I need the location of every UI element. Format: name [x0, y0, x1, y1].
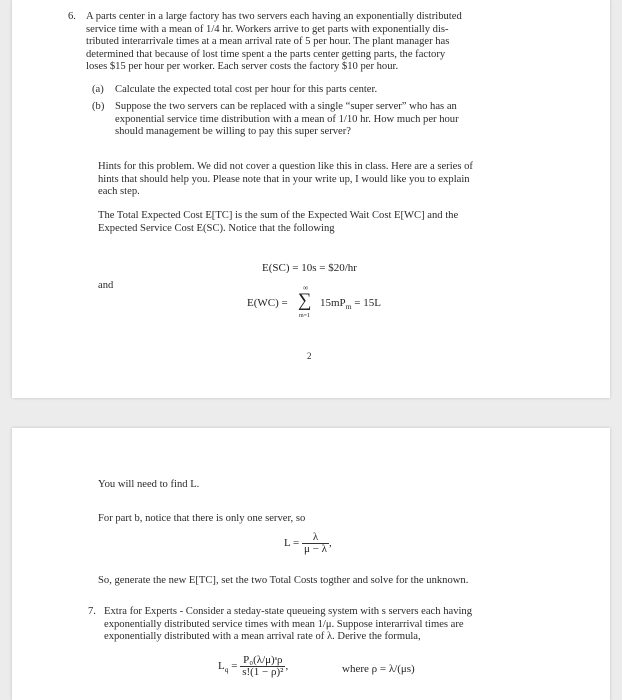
- and-label: and: [98, 280, 114, 291]
- question-6-number: 6.: [68, 11, 76, 22]
- L-numerator: λ: [302, 532, 329, 544]
- L-comma: ,: [328, 537, 332, 550]
- part-b-line-3: should management be willing to pay this super server?: [115, 126, 351, 137]
- Lq-sub: q: [224, 665, 229, 675]
- wc-result: = 15L: [351, 297, 381, 309]
- q6-line-2: service time with a mean of 1/4 hr. Workers arrive to get parts with exponentially dis-: [86, 23, 449, 35]
- part-a-label: (a): [92, 84, 104, 95]
- page-2: [12, 428, 610, 700]
- Lq-fraction: [240, 655, 285, 678]
- equation-service-cost: E(SC) = 10s = $20/hr: [262, 262, 357, 274]
- Lq-numerator: P₀(λ/μ)ˢρ: [240, 655, 285, 667]
- q7-line-3: exponentially distributed with a mean arrival rate of λ. Derive the formula,: [104, 631, 421, 642]
- hints-line-3: each step.: [98, 186, 140, 197]
- part-a-text: Calculate the expected total cost per hour for this parts center.: [115, 84, 378, 95]
- wc-rhs: [320, 297, 381, 311]
- wc-lhs: E(WC) =: [247, 297, 288, 309]
- Lq-lhs: L: [218, 660, 225, 673]
- Lq-comma: ,: [285, 660, 289, 673]
- equation-L: [284, 532, 332, 555]
- L-fraction: [302, 532, 329, 555]
- part-b-label: (b): [92, 101, 105, 112]
- page-number: 2: [307, 351, 312, 361]
- total-cost-paragraph: [98, 210, 558, 235]
- hints-line-1: Hints for this problem. We did not cover a question like this in class. Here are a series of: [98, 161, 473, 172]
- question-6-text: [86, 11, 558, 74]
- total-line-2: Expected Service Cost E(SC). Notice that the following: [98, 222, 335, 234]
- question-7-number: 7.: [88, 606, 96, 617]
- L-lhs: L =: [284, 537, 300, 550]
- part-b-line-2: exponential service time distribution with a mean of 1/10 hr. How much per hour: [115, 113, 459, 125]
- wc-sum-symbol: ∑: [298, 290, 312, 311]
- wc-sum-upper: ∞: [303, 283, 309, 292]
- Lq-denominator: s!(1 − ρ)²: [242, 666, 284, 678]
- part-b-line-1: Suppose the two servers can be replaced with a single “super server” who has an: [115, 101, 457, 112]
- wc-sum-lower: m=1: [299, 313, 311, 319]
- q7-line-1: Extra for Experts - Consider a steday-state queueing system with s servers each having: [104, 606, 473, 617]
- equation-Lq: [218, 655, 288, 678]
- q6-line-3: tributed interarrivale times at a mean arrival rate of 5 per hour. The plant manager has: [86, 36, 450, 47]
- hints-line-2: hints that should help you. Please note that in your write up, I would like you to explain: [98, 173, 470, 185]
- part-b-text: [115, 101, 558, 139]
- hints-paragraph: [98, 161, 558, 199]
- L-denominator: μ − λ: [304, 543, 327, 555]
- page-1: [12, 0, 610, 398]
- Lq-equals: =: [228, 660, 238, 673]
- q6-line-5: loses $15 per hour per worker. Each server costs the factory $10 per hour.: [86, 61, 399, 72]
- q6-line-4: determined that because of lost time spent a the parts center getting parts, the factory: [86, 48, 446, 60]
- q7-line-2: exponentially distributed service times with mean 1/μ. Suppose interarrival times are: [104, 618, 464, 630]
- generate-line: So, generate the new E[TC], set the two Total Costs togther and solve for the unknown.: [98, 575, 469, 586]
- part-b-hint-text: For part b, notice that there is only one server, so: [98, 513, 306, 524]
- rho-definition: where ρ = λ/(μs): [342, 663, 415, 675]
- wc-term-sub: m: [345, 302, 352, 312]
- wc-term: 15mP: [320, 297, 346, 309]
- find-L-text: You will need to find L.: [98, 479, 200, 490]
- total-line-1: The Total Expected Cost E[TC] is the sum of the Expected Wait Cost E[WC] and the: [98, 210, 459, 221]
- question-7-text: [104, 606, 558, 644]
- q6-line-1: A parts center in a large factory has two servers each having an exponentially distributed: [86, 11, 462, 22]
